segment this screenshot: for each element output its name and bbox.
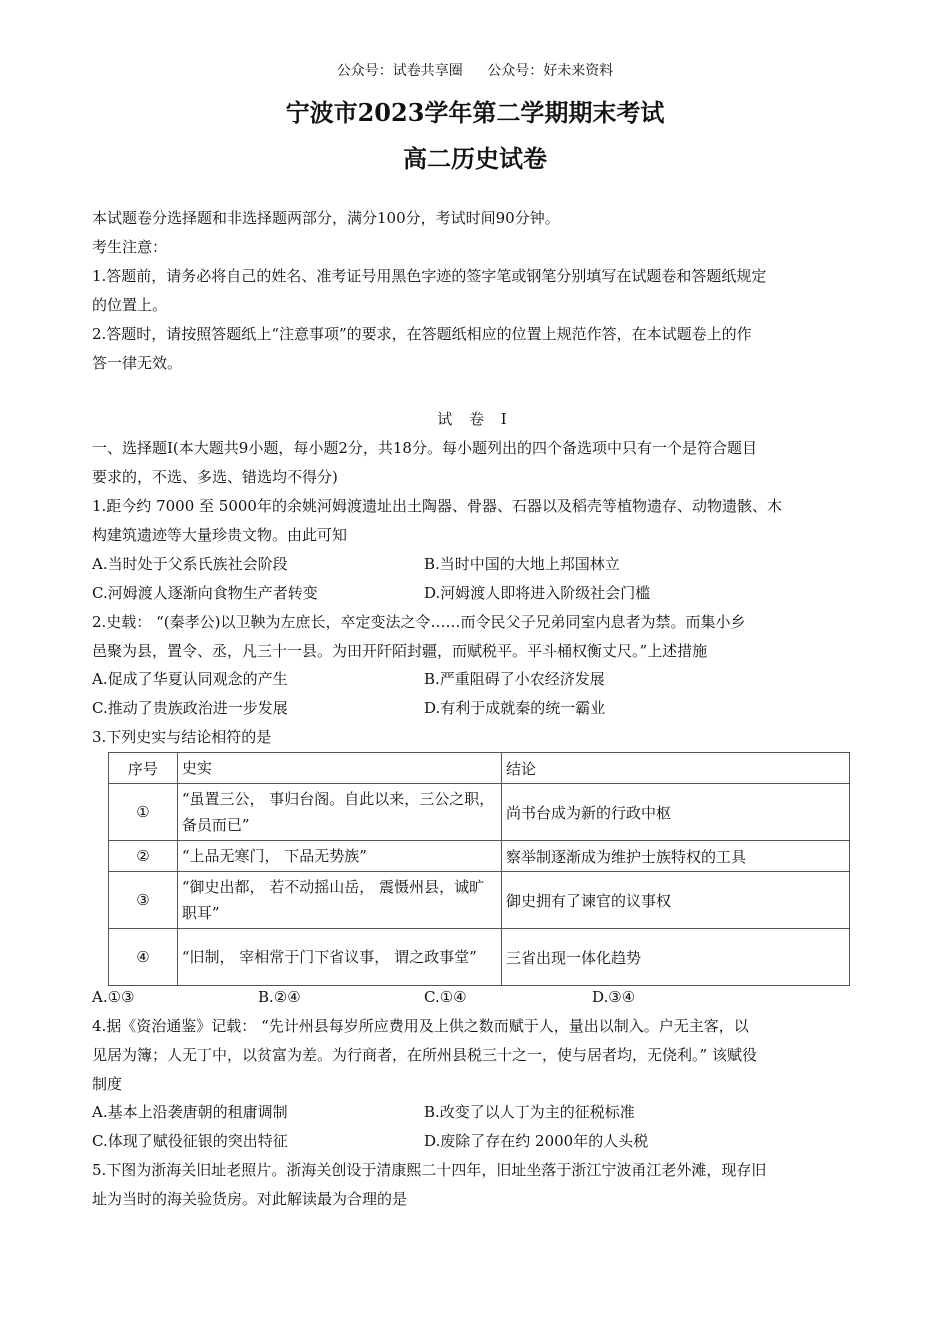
table-row: [109, 929, 850, 986]
part-instruction-2: 要求的，不选、多选、错选均不得分): [92, 468, 338, 486]
header-note: [0, 60, 950, 80]
q3-option-b: B.②④: [258, 988, 301, 1006]
q3-option-d: D.③④: [592, 988, 636, 1006]
table-header-no: 序号: [109, 753, 178, 784]
row-conclusion: 御史拥有了谏官的议事权: [501, 872, 849, 929]
q1-option-c: C.河姆渡人逐渐向食物生产者转变: [92, 584, 318, 602]
q2-stem-2: 邑聚为县，置令、丞，凡三十一县。为田开阡陌封疆，而赋税平。平斗桶权衡丈尺。”上述措施: [92, 642, 708, 660]
intro-line-3: 1.答题前，请务必将自己的姓名、准考证号用黑色字迹的签字笔或钢笔分别填写在试题卷和答题纸规定: [92, 267, 767, 285]
q4-stem-3: 制度: [92, 1075, 123, 1093]
q2-option-a: A.促成了华夏认同观念的产生: [92, 670, 288, 688]
q2-option-c: C.推动了贵族政治进一步发展: [92, 699, 288, 717]
exam-title: 宁波市2023学年第二学期期末考试: [285, 98, 665, 127]
q4-stem-2: 见居为簿；人无丁中，以贫富为差。为行商者，在所州县税三十之一，使与居者均，无侥利。” 该赋役: [92, 1046, 757, 1064]
q5-stem-1: 5.下图为浙海关旧址老照片。浙海关创设于清康熙二十四年，旧址坐落于浙江宁波甬江老外滩，现存旧: [92, 1161, 767, 1179]
q4-stem-1: 4.据《资治通鉴》记载： “先计州县每岁所应费用及上供之数而赋于人，量出以制入。户无主客，以: [92, 1017, 749, 1035]
row-fact: “御史出都， 若不动摇山岳， 震慑州县，诚旷职耳”: [177, 872, 501, 929]
row-fact: “虽置三公， 事归台阁。自此以来，三公之职， 备员而已”: [177, 784, 501, 841]
q4-option-d: D.废除了存在约 2000年的人头税: [424, 1132, 649, 1150]
q1-option-a: A.当时处于父系氏族社会阶段: [92, 555, 288, 573]
table-row: [109, 784, 850, 841]
intro-line-5: 2.答题时，请按照答题纸上“注意事项”的要求，在答题纸相应的位置上规范作答，在本试题卷上的作: [92, 325, 752, 343]
table-row: [109, 872, 850, 929]
row-conclusion: 尚书台成为新的行政中枢: [501, 784, 849, 841]
q3-table: [108, 752, 850, 986]
header-note-2: 公众号：好未来资料: [487, 63, 614, 79]
intro-line-1: 本试题卷分选择题和非选择题两部分，满分100分，考试时间90分钟。: [92, 209, 560, 227]
q1-stem-2: 构建筑遗迹等大量珍贵文物。由此可知: [92, 526, 348, 544]
row-number: ①: [109, 784, 178, 841]
exam-subtitle: 高二历史试卷: [403, 144, 547, 173]
q1-option-b: B.当时中国的大地上邦国林立: [424, 555, 620, 573]
q2-option-b: B.严重阻碍了小农经济发展: [424, 670, 605, 688]
q4-option-b: B.改变了以人丁为主的征税标准: [424, 1103, 635, 1121]
q3-stem: 3.下列史实与结论相符的是: [92, 728, 272, 746]
table-header-fact: 史实: [177, 753, 501, 784]
q1-stem-1: 1.距今约 7000 至 5000年的余姚河姆渡遗址出土陶器、骨器、石器以及稻壳等植物遗存、动物遗骸、木: [92, 497, 782, 515]
row-fact: “上品无寒门， 下品无势族”: [177, 841, 501, 872]
table-header-row: [109, 753, 850, 784]
q2-option-d: D.有利于成就秦的统一霸业: [424, 699, 606, 717]
intro-line-6: 答一律无效。: [92, 354, 183, 372]
q1-option-d: D.河姆渡人即将进入阶级社会门槛: [424, 584, 651, 602]
row-number: ④: [109, 929, 178, 986]
section-title: 试 卷 I: [437, 410, 513, 428]
row-conclusion: 三省出现一体化趋势: [501, 929, 849, 986]
row-number: ③: [109, 872, 178, 929]
row-number: ②: [109, 841, 178, 872]
intro-line-4: 的位置上。: [92, 296, 168, 314]
header-note-1: 公众号：试卷共享圈: [336, 63, 463, 79]
q4-option-a: A.基本上沿袭唐朝的租庸调制: [92, 1103, 288, 1121]
part-instruction-1: 一、选择题Ⅰ(本大题共9小题，每小题2分，共18分。每小题列出的四个备选项中只有一个是符合题目: [92, 439, 757, 457]
row-conclusion: 察举制逐渐成为维护士族特权的工具: [501, 841, 849, 872]
table-header-conclusion: 结论: [501, 753, 849, 784]
row-fact: “旧制， 宰相常于门下省议事， 谓之政事堂”: [177, 929, 501, 986]
q5-stem-2: 址为当时的海关验货房。对此解读最为合理的是: [92, 1190, 408, 1208]
q3-option-a: A.①③: [92, 988, 135, 1006]
q4-option-c: C.体现了赋役征银的突出特征: [92, 1132, 288, 1150]
table-row: [109, 841, 850, 872]
intro-line-2: 考生注意：: [92, 238, 168, 256]
q3-option-c: C.①④: [424, 988, 467, 1006]
q2-stem-1: 2.史载： “(秦孝公)以卫鞅为左庶长，卒定变法之令……而令民父子兄弟同室内息者为禁。而集小乡: [92, 613, 746, 631]
